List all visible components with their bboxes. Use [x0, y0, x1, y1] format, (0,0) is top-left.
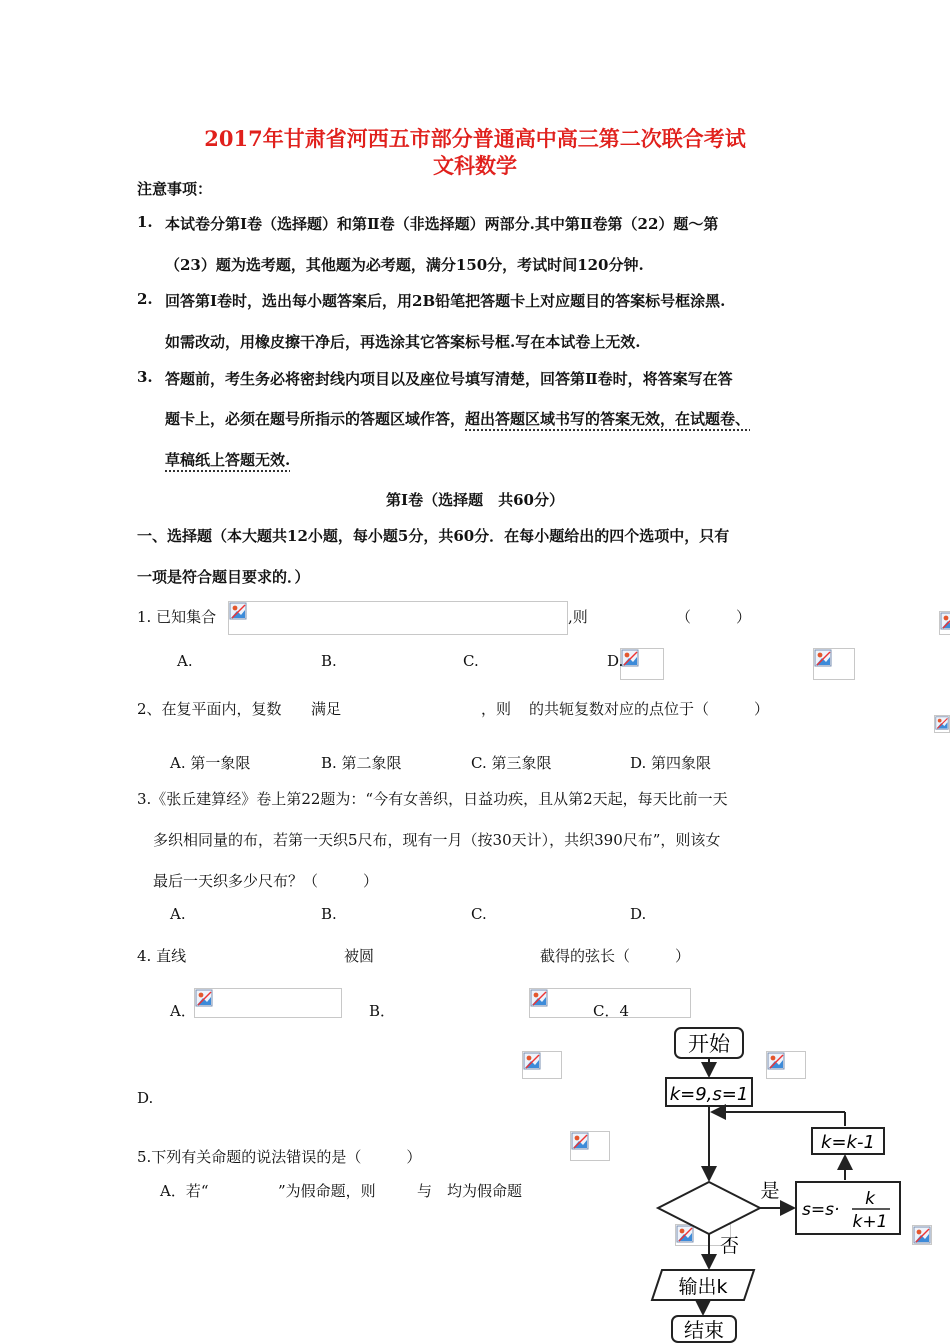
q2-option-b: B. 第二象限	[321, 754, 402, 772]
flowchart	[640, 1020, 910, 1344]
q2-option-c: C. 第三象限	[471, 754, 552, 772]
flow-decision-diamond	[658, 1182, 760, 1234]
notice-2-line-1: 回答第Ⅰ卷时，选出每小题答案后，用2B铅笔把答题卡上对应题目的答案标号框涂黑.	[165, 292, 726, 310]
notice-3-line-2	[165, 408, 750, 429]
notice-2-num: 2.	[137, 290, 153, 308]
q4-stem-c: 截得的弦长（ ）	[540, 947, 691, 965]
q4-stem-b: 被圆	[344, 947, 375, 965]
q1-stem-b: ,则	[568, 608, 588, 626]
flow-yes-label: 是	[760, 1180, 780, 1202]
notice-3-line-1: 答题前，考生务必将密封线内项目以及座位号填写清楚，回答第Ⅱ卷时，将答案写在答	[165, 370, 733, 388]
paper-subtitle: 文科数学	[433, 153, 517, 178]
notice-1-line-2: （23）题为选考题，其他题为必考题，满分150分，考试时间120分钟.	[165, 256, 644, 274]
q3-line-3: 最后一天织多少尺布？（ ）	[153, 872, 379, 890]
notice-heading: 注意事项：	[137, 180, 213, 198]
flow-update-s-label: s=s·	[802, 1200, 840, 1220]
notice-3-num: 3.	[137, 368, 153, 386]
broken-image-icon	[195, 989, 213, 1007]
q1-option-b: B.	[321, 652, 337, 670]
q3-line-1: 3.《张丘建算经》卷上第22题为：“今有女善织，日益功疾，且从第2天起，每天比前一天	[137, 790, 728, 808]
flow-output-label: 输出k	[678, 1276, 728, 1298]
q1-option-d: D.	[607, 652, 624, 670]
q5-option-a-2: ”为假命题，则	[278, 1182, 376, 1200]
q4-option-a-image	[522, 1051, 562, 1079]
q3-option-c: C.	[471, 905, 487, 923]
notice-2-line-2: 如需改动，用橡皮擦干净后，再选涂其它答案标号框.写在本试卷上无效.	[165, 333, 641, 351]
flow-start-label: 开始	[688, 1032, 730, 1056]
flow-frac-den: k+1	[852, 1212, 888, 1232]
q1-formula-image	[228, 601, 568, 635]
q3-option-a: A.	[170, 905, 186, 923]
section-title: 第Ⅰ卷（选择题 共60分）	[386, 491, 564, 509]
broken-image-icon	[229, 602, 247, 620]
q2-option-a: A. 第一象限	[170, 754, 251, 772]
broken-image-icon	[935, 716, 949, 730]
broken-image-icon	[530, 989, 548, 1007]
notice-3-line-2-plain: 题卡上，必须在题号所指示的答题区域作答，	[165, 410, 466, 428]
q4-option-d: D.	[137, 1089, 154, 1107]
part-heading-1: 一、选择题（本大题共12小题，每小题5分，共60分．在每小题给出的四个选项中，只有	[137, 527, 730, 545]
notice-1-line-1: 本试卷分第Ⅰ卷（选择题）和第Ⅱ卷（非选择题）两部分.其中第Ⅱ卷第（22）题～第	[165, 215, 719, 233]
q3-option-b: B.	[321, 905, 337, 923]
q4-line-image	[194, 988, 342, 1018]
q1-option-a-image	[620, 648, 664, 680]
q2-stem-b: 满足	[311, 700, 342, 718]
broken-image-icon	[621, 649, 639, 667]
flow-frac-num: k	[865, 1189, 875, 1209]
q5-p-image	[912, 1225, 932, 1245]
q2-option-d: D. 第四象限	[630, 754, 712, 772]
q2-z-image	[934, 715, 950, 733]
q2-stem-d: 的共轭复数对应的点位于（ ）	[529, 700, 770, 718]
q3-option-d: D.	[630, 905, 647, 923]
notice-3-line-3: 草稿纸上答题无效.	[165, 451, 291, 469]
flow-init-label: k=9,s=1	[669, 1084, 749, 1105]
notice-3-emphasis: 超出答题区域书写的答案无效，在试题卷、	[465, 410, 751, 428]
q4-option-c: C．4	[593, 1002, 630, 1020]
q2-stem-a: 2、在复平面内，复数	[137, 700, 282, 718]
q4-stem-a: 4. 直线	[137, 947, 187, 965]
flow-update-k-label: k=k-1	[821, 1132, 875, 1153]
q5-stem: 5.下列有关命题的说法错误的是（ ）	[137, 1148, 422, 1166]
q1-option-a: A.	[177, 652, 193, 670]
q1-stem-a: 1. 已知集合	[137, 608, 217, 626]
paper-title: 2017年甘肃省河西五市部分普通高中高三第二次联合考试	[204, 126, 746, 151]
flow-no-label: 否	[720, 1235, 740, 1257]
q4-option-b: B．	[369, 1002, 396, 1020]
broken-image-icon	[523, 1052, 541, 1070]
flow-end-label: 结束	[684, 1318, 724, 1342]
notice-1-num: 1.	[137, 213, 153, 231]
q5-option-a-3: 与	[417, 1182, 433, 1200]
q3-line-2: 多织相同量的布，若第一天织5尺布，现有一月（按30天计），共织390尺布”，则该女	[153, 831, 721, 849]
q1-set-image	[939, 611, 950, 635]
q1-option-b-image	[813, 648, 855, 680]
broken-image-icon	[913, 1226, 931, 1244]
q1-paren: （ ）	[676, 608, 752, 626]
q4-option-a: A．	[170, 1002, 196, 1020]
part-heading-2: 一项是符合题目要求的．）	[137, 568, 310, 586]
broken-image-icon	[814, 649, 832, 667]
q5-option-a-1: A．若“	[160, 1182, 209, 1200]
q4-option-d-image	[570, 1131, 610, 1161]
q5-option-a-4: 均为假命题	[447, 1182, 523, 1200]
broken-image-icon	[571, 1132, 589, 1150]
broken-image-icon	[940, 612, 950, 630]
q1-option-c: C.	[463, 652, 479, 670]
q2-stem-c: ，则	[481, 700, 512, 718]
